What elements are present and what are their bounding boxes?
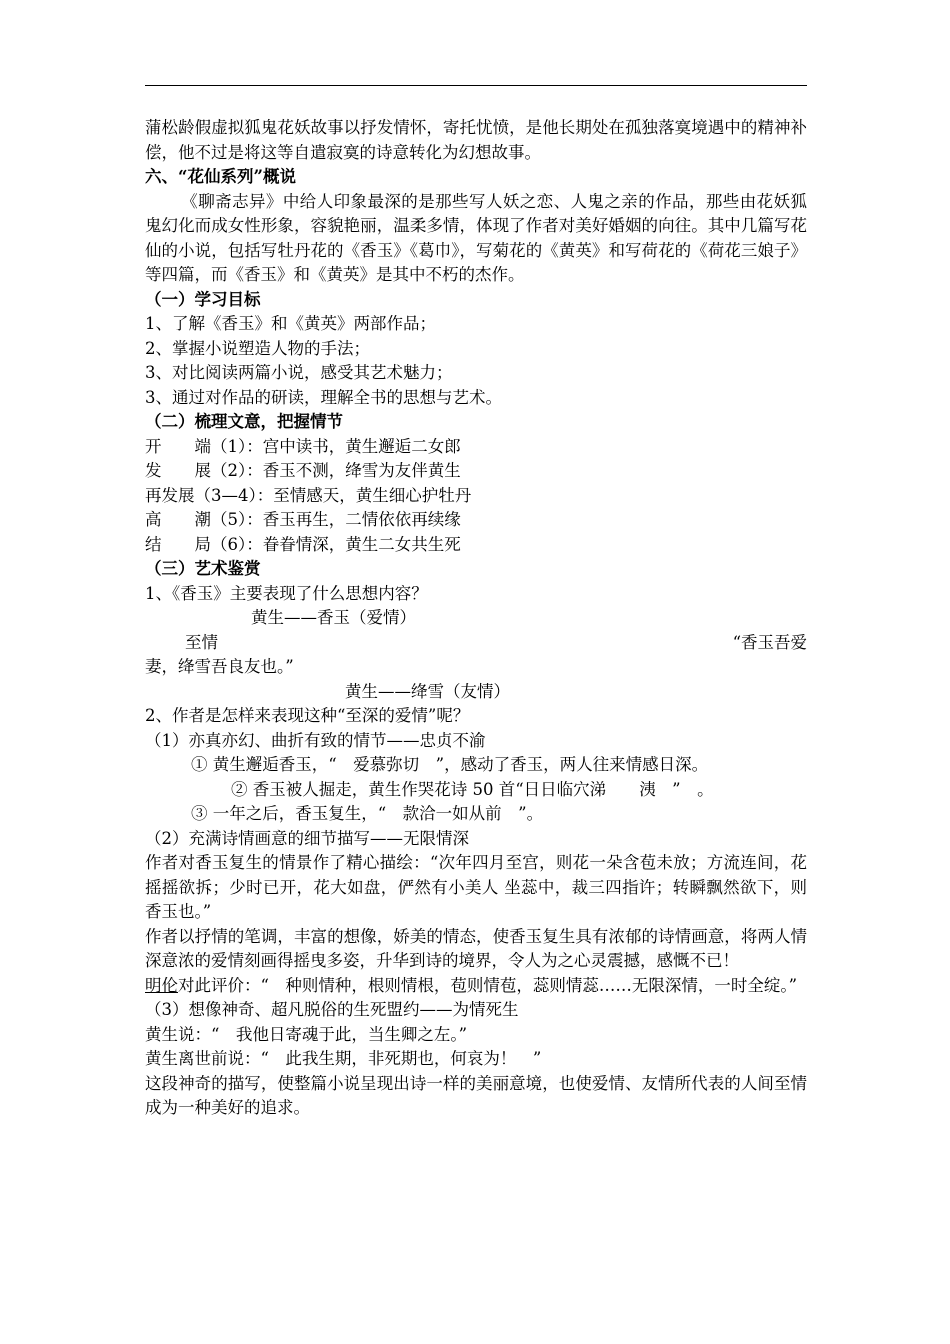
intro-paragraph: 蒲松龄假虚拟狐鬼花妖故事以抒发情怀，寄托忧愤，是他长期处在孤独落寞境遇中的精神补偿，他不过是将这等自遣寂寞的诗意转化为幻想故事。 bbox=[145, 118, 807, 162]
point-3: （3）想像神奇、超凡脱俗的生死盟约——为情死生 bbox=[145, 1000, 519, 1019]
goals-heading: （一）学习目标 bbox=[145, 289, 261, 309]
plot-item: 开 端（1）：宫中读书，黄生邂逅二女郎 bbox=[145, 436, 461, 456]
plot-item: 再发展（3—4）：至情感天，黄生细心护牡丹 bbox=[145, 485, 472, 505]
point-2: （2）充满诗情画意的细节描写——无限情深 bbox=[145, 828, 469, 848]
minglun-name: 明伦 bbox=[145, 975, 178, 995]
document-body bbox=[145, 116, 807, 1121]
section-6-heading: 六、“花仙系列”概说 bbox=[145, 167, 296, 186]
quote-end: 妻，绛雪吾良友也。” bbox=[145, 657, 294, 676]
header-rule bbox=[145, 85, 807, 86]
point-2-body: 作者对香玉复生的情景作了精心描绘：“次年四月至宫，则花一朵含苞未放；方流连间，花摇摇欲拆；少时已开，花大如盘，俨然有小美人 坐蕊中，裁三四指许；转瞬飘然欲下，则香玉也。” bbox=[145, 853, 807, 921]
point-2-comment bbox=[145, 974, 807, 999]
question-1: 1、《香玉》主要表现了什么思想内容？ bbox=[145, 583, 428, 603]
zhiqing-line bbox=[145, 631, 807, 656]
friend-relation: 黄生——绛雪（友情） bbox=[345, 681, 510, 701]
goal-item: 1、了解《香玉》和《黄英》两部作品； bbox=[145, 314, 436, 333]
point-1-item: ② 香玉被人掘走，黄生作哭花诗 50 首“日日临穴涕 洟 ” 。 bbox=[231, 779, 714, 799]
goal-item: 2、掌握小说塑造人物的手法； bbox=[145, 338, 370, 358]
point-2-body: 作者以抒情的笔调，丰富的想像，娇美的情态，使香玉复生具有浓郁的诗情画意，将两人情深意浓的爱情刻画得摇曳多姿，升华到诗的境界，令人为之心灵震撼，感慨不已！ bbox=[145, 926, 807, 970]
plot-item: 结 局（6）：眷眷情深，黄生二女共生死 bbox=[145, 534, 461, 554]
point-3-quote: 黄生离世前说：“ 此我生期，非死期也，何哀为！ ” bbox=[145, 1049, 542, 1068]
point-1-item: ① 黄生邂逅香玉，“ 爱慕弥切 ”，感动了香玉，两人往来情感日深。 bbox=[191, 755, 709, 774]
point-3-body: 这段神奇的描写，使整篇小说呈现出诗一样的美丽意境，也使爱情、友情所代表的人间至情成为一种美好的追求。 bbox=[145, 1073, 807, 1117]
point-1: （1）亦真亦幻、曲折有致的情节——忠贞不渝 bbox=[145, 730, 486, 750]
section-6-body: 《聊斋志异》中给人印象最深的是那些写人妖之恋、人鬼之亲的作品，那些由花妖狐鬼幻化而成女性形象，容貌艳丽，温柔多情，体现了作者对美好婚姻的向往。其中几篇写花仙的小说，包括写牡丹花的《香玉》《葛巾》，写菊花的《黄英》和写荷花的《荷花三娘子》等四篇，而《香玉》和《黄英》是其中不朽的杰作。 bbox=[145, 191, 807, 284]
art-heading: （三）艺术鉴赏 bbox=[145, 559, 261, 578]
plot-item: 高 潮（5）：香玉再生，二情依依再续缘 bbox=[145, 510, 461, 529]
point-3-quote: 黄生说：“ 我他日寄魂于此，当生卿之左。” bbox=[145, 1024, 468, 1044]
plot-heading: （二）梳理文意，把握情节 bbox=[145, 412, 343, 431]
minglun-comment: 对此评价：“ 种则情种，根则情根，苞则情苞，蕊则情蕊……无限深情，一时全绽。” bbox=[178, 975, 798, 995]
quote-start: “香玉吾爱 bbox=[732, 632, 807, 652]
zhiqing-label: 至情 bbox=[185, 632, 218, 652]
love-relation: 黄生——香玉（爱情） bbox=[251, 608, 416, 627]
question-2: 2、作者是怎样来表现这种“至深的爱情”呢？ bbox=[145, 706, 470, 725]
goal-item: 3、对比阅读两篇小说，感受其艺术魅力； bbox=[145, 363, 453, 382]
plot-item: 发 展（2）：香玉不测，绛雪为友伴黄生 bbox=[145, 461, 461, 480]
goal-item: 3、通过对作品的研读，理解全书的思想与艺术。 bbox=[145, 387, 502, 407]
point-1-item: ③ 一年之后，香玉复生，“ 款洽一如从前 ”。 bbox=[191, 804, 544, 823]
